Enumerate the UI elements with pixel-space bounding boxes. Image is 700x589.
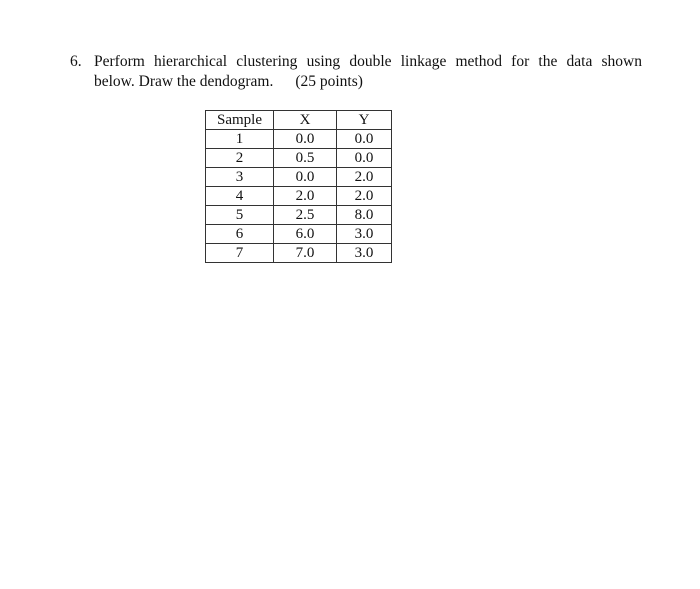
table-row xyxy=(206,168,392,187)
cell-sample: 7 xyxy=(206,244,274,263)
table-row xyxy=(206,206,392,225)
header-y: Y xyxy=(337,111,392,130)
cell-x: 0.0 xyxy=(274,130,337,149)
question-points: (25 points) xyxy=(295,73,363,90)
cell-y: 0.0 xyxy=(337,149,392,168)
cell-x: 2.0 xyxy=(274,187,337,206)
question-prompt: Perform hierarchical clustering using double linkage method for the data shown xyxy=(94,53,642,70)
cell-sample: 3 xyxy=(206,168,274,187)
question-text xyxy=(70,52,642,92)
cell-sample: 5 xyxy=(206,206,274,225)
cell-y: 2.0 xyxy=(337,168,392,187)
cell-sample: 1 xyxy=(206,130,274,149)
cell-y: 3.0 xyxy=(337,244,392,263)
cell-sample: 4 xyxy=(206,187,274,206)
cell-x: 7.0 xyxy=(274,244,337,263)
header-sample: Sample xyxy=(206,111,274,130)
cell-x: 0.5 xyxy=(274,149,337,168)
question-number: 6. xyxy=(70,53,82,70)
table-row xyxy=(206,225,392,244)
header-x: X xyxy=(274,111,337,130)
cell-y: 3.0 xyxy=(337,225,392,244)
table-header-row xyxy=(206,111,392,130)
cell-y: 2.0 xyxy=(337,187,392,206)
cell-y: 8.0 xyxy=(337,206,392,225)
cell-sample: 6 xyxy=(206,225,274,244)
table-row xyxy=(206,130,392,149)
table-row xyxy=(206,149,392,168)
question-instruction: below. Draw the dendogram. xyxy=(94,73,274,90)
table-row xyxy=(206,187,392,206)
cell-x: 0.0 xyxy=(274,168,337,187)
cell-sample: 2 xyxy=(206,149,274,168)
cell-x: 2.5 xyxy=(274,206,337,225)
question-line-1 xyxy=(70,52,642,72)
question-line-2 xyxy=(70,72,642,92)
cell-y: 0.0 xyxy=(337,130,392,149)
table-row xyxy=(206,244,392,263)
data-table xyxy=(205,110,392,263)
cell-x: 6.0 xyxy=(274,225,337,244)
